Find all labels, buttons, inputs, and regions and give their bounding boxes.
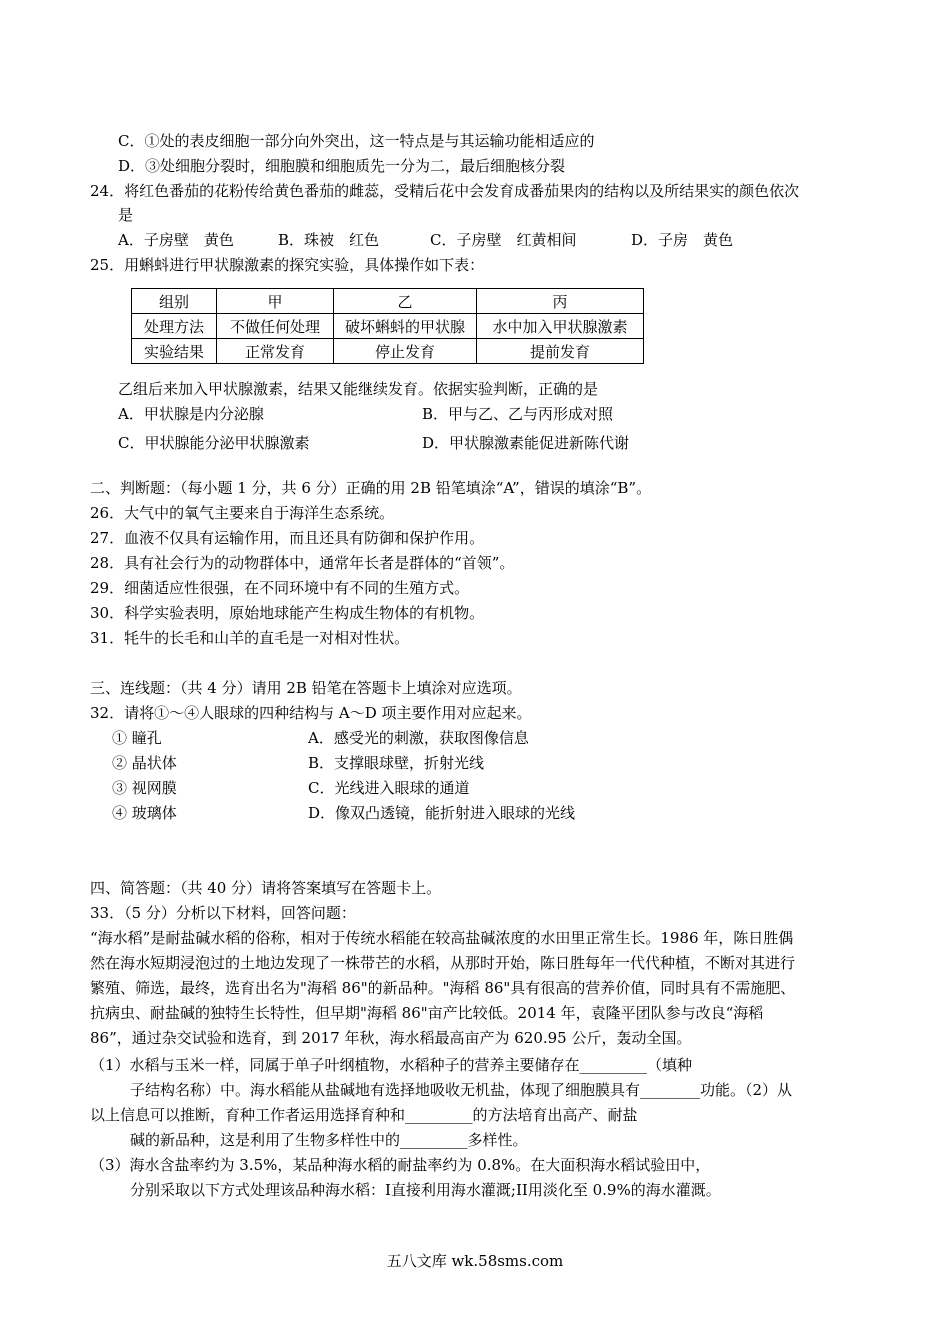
q33-part1: （1）水稻与玉米一样，同属于单子叶纲植物，水稻种子的营养主要储存在_________（填种: [90, 1056, 693, 1074]
table-cell: 停止发育: [334, 339, 477, 364]
q25-option-d: D．甲状腺激素能促进新陈代谢: [422, 434, 630, 452]
eye-function-a: A．感受光的刺激，获取图像信息: [308, 729, 529, 747]
eye-structure-1: ① 瞳孔: [112, 729, 162, 747]
material-line: 然在海水短期浸泡过的土地边发现了一株带芒的水稻，从那时开始，陈日胜每年一代代种植，不断对其进行: [90, 954, 796, 972]
section4-heading: 四、简答题：（共 40 分）请将答案填写在答题卡上。: [90, 879, 442, 897]
table-cell: 不做任何处理: [217, 314, 334, 339]
q24-stem: 24．将红色番茄的花粉传给黄色番茄的雌蕊，受精后花中会发育成番茄果肉的结构以及所结果实的颜色依次: [90, 182, 800, 200]
eye-function-c: C．光线进入眼球的通道: [308, 779, 470, 797]
table-cell: 组别: [132, 289, 217, 314]
experiment-table: [131, 288, 644, 364]
q25-stem: 25．用蝌蚪进行甲状腺激素的探究实验，具体操作如下表：: [90, 256, 485, 274]
table-cell: 甲: [217, 289, 334, 314]
table-cell: 处理方法: [132, 314, 217, 339]
material-line: 抗病虫、耐盐碱的独特生长特性，但早期"海稻 86"亩产比较低。2014 年，袁隆平团队参与改良“海稻: [90, 1004, 764, 1022]
q23-option-d: D．③处细胞分裂时，细胞膜和细胞质先一分为二，最后细胞核分裂: [118, 157, 566, 175]
q33-part2: 以上信息可以推断，育种工作者运用选择育种和_________的方法培育出高产、耐盐: [90, 1106, 638, 1124]
q33-part3-cont: 分别采取以下方式处理该品种海水稻：I直接利用海水灌溉;II用淡化至 0.9%的海水灌溉。: [130, 1181, 721, 1199]
table-cell: 水中加入甲状腺激素: [477, 314, 644, 339]
q33-part2-cont: 碱的新品种，这是利用了生物多样性中的_________多样性。: [130, 1131, 528, 1149]
table-cell: 乙: [334, 289, 477, 314]
q24-option-b: B．珠被 红色: [278, 231, 380, 249]
q24-option-d: D．子房 黄色: [631, 231, 734, 249]
list-item: 30．科学实验表明，原始地球能产生构成生物体的有机物。: [90, 604, 485, 622]
q24-stem-cont: 是: [118, 206, 134, 224]
material-line: “海水稻”是耐盐碱水稻的俗称，相对于传统水稻能在较高盐碱浓度的水田里正常生长。1986 年，陈日胜偶: [90, 929, 794, 947]
table-cell: 丙: [477, 289, 644, 314]
table-row: [132, 289, 644, 314]
list-item: 31．牦牛的长毛和山羊的直毛是一对相对性状。: [90, 629, 410, 647]
eye-structure-4: ④ 玻璃体: [112, 804, 177, 822]
q25-option-c: C．甲状腺能分泌甲状腺激素: [118, 434, 310, 452]
page-footer: 五八文库 wk.58sms.com: [386, 1252, 564, 1270]
table-row: [132, 339, 644, 364]
table-cell: 提前发育: [477, 339, 644, 364]
q25-option-b: B．甲与乙、乙与丙形成对照: [422, 405, 614, 423]
section3-heading: 三、连线题：（共 4 分）请用 2B 铅笔在答题卡上填涂对应选项。: [90, 679, 522, 697]
list-item: 29．细菌适应性很强，在不同环境中有不同的生殖方式。: [90, 579, 470, 597]
q25-follow: 乙组后来加入甲状腺激素，结果又能继续发育。依据实验判断，正确的是: [118, 380, 599, 398]
material-line: 繁殖、筛选，最终，选育出名为"海稻 86"的新品种。"海稻 86"具有很高的营养价值，同时具有不需施肥、: [90, 979, 796, 997]
list-item: 28．具有社会行为的动物群体中，通常年长者是群体的“首领”。: [90, 554, 515, 572]
q24-option-a: A．子房壁 黄色: [118, 231, 234, 249]
q33-part3: （3）海水含盐率约为 3.5%，某品种海水稻的耐盐率约为 0.8%。在大面积海水稻试验田中，: [90, 1156, 711, 1174]
q25-option-a: A．甲状腺是内分泌腺: [118, 405, 264, 423]
list-item: 26．大气中的氧气主要来自于海洋生态系统。: [90, 504, 395, 522]
section2-heading: 二、判断题：（每小题 1 分，共 6 分）正确的用 2B 铅笔填涂“A”，错误的填涂“B”。: [90, 479, 652, 497]
q24-option-c: C．子房壁 红黄相间: [430, 231, 577, 249]
eye-structure-3: ③ 视网膜: [112, 779, 177, 797]
table-cell: 实验结果: [132, 339, 217, 364]
table-cell: 正常发育: [217, 339, 334, 364]
table-cell: 破坏蝌蚪的甲状腺: [334, 314, 477, 339]
material-line: 86”，通过杂交试验和选育，到 2017 年秋，海水稻最高亩产为 620.95 公斤，轰动全国。: [90, 1029, 692, 1047]
eye-structure-2: ② 晶状体: [112, 754, 177, 772]
table-row: [132, 314, 644, 339]
q33-part1-cont: 子结构名称）中。海水稻能从盐碱地有选择地吸收无机盐，体现了细胞膜具有________功能。（2）从: [130, 1081, 793, 1099]
q23-option-c: C．①处的表皮细胞一部分向外突出，这一特点是与其运输功能相适应的: [118, 132, 595, 150]
eye-function-d: D．像双凸透镜，能折射进入眼球的光线: [308, 804, 576, 822]
q33-stem: 33．（5 分）分析以下材料，回答问题：: [90, 904, 356, 922]
q32-stem: 32．请将①～④人眼球的四种结构与 A～D 项主要作用对应起来。: [90, 704, 532, 722]
list-item: 27．血液不仅具有运输作用，而且还具有防御和保护作用。: [90, 529, 485, 547]
eye-function-b: B．支撑眼球壁，折射光线: [308, 754, 485, 772]
